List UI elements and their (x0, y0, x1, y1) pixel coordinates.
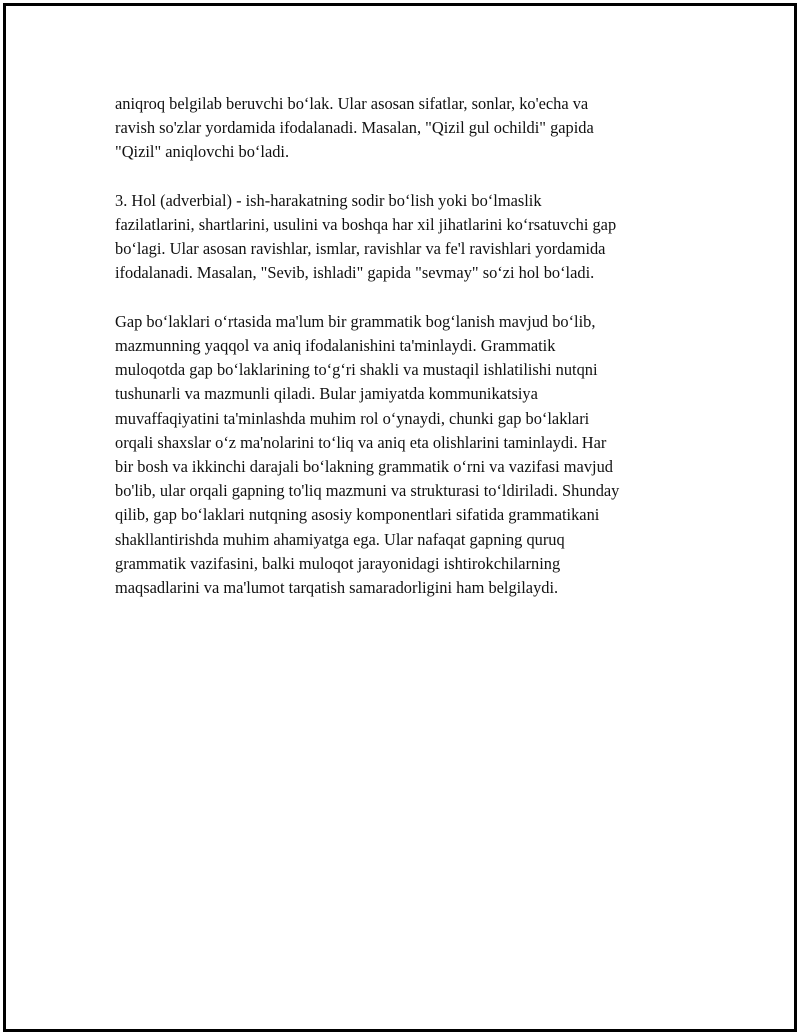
document-body (115, 92, 695, 624)
paragraph-aniqlovchi: aniqroq belgilab beruvchi bo‘lak. Ular asosan sifatlar, sonlar, ko'echa va ravish so'zlar yordamida ifodalanadi. Masalan, "Qizil gul ochildi" gapida "Qizil" aniqlovchi bo‘ladi. (115, 94, 594, 162)
paragraph-gap-bolaklari: Gap bo‘laklari o‘rtasida ma'lum bir grammatik bog‘lanish mavjud bo‘lib, mazmunning yaqqol va aniq ifodalanishini ta'minlaydi. Grammatik muloqotda gap bo‘laklarining to‘g‘ri shakli va mustaqil ishlatilishi nutqni tushunarli va mazmunli qiladi. Bular jamiyatda kommunikatsiya muvaffaqiyatini ta'minlashda muhim rol o‘ynaydi, chunki gap bo‘laklari orqali shaxslar o‘z ma'nolarini to‘liq va aniq eta olishlarini taminlaydi. Har bir bosh va ikkinchi darajali bo‘lakning grammatik o‘rni va vazifasi mavjud bo'lib, ular orqali gapning to'liq mazmuni va strukturasi to‘ldiriladi. Shunday qilib, gap bo‘laklari nutqning asosiy komponentlari sifatida grammatikani shakllantirishda muhim ahamiyatga ega. Ular nafaqat gapning quruq grammatik vazifasini, balki muloqot jarayonidagi ishtirokchilarning maqsadlarini va ma'lumot tarqatish samaradorligini ham belgilaydi. (115, 311, 620, 598)
paragraph-hol: 3. Hol (adverbial) - ish-harakatning sodir bo‘lish yoki bo‘lmaslik fazilatlarini, shartlarini, usulini va boshqa har xil jihatlarini ko‘rsatuvchi gap bo‘lagi. Ular asosan ravishlar, ismlar, ravishlar va fe'l ravishlari yordamida ifodalanadi. Masalan, "Sevib, ishladi" gapida "sevmay" so‘zi hol bo‘ladi. (115, 190, 617, 283)
